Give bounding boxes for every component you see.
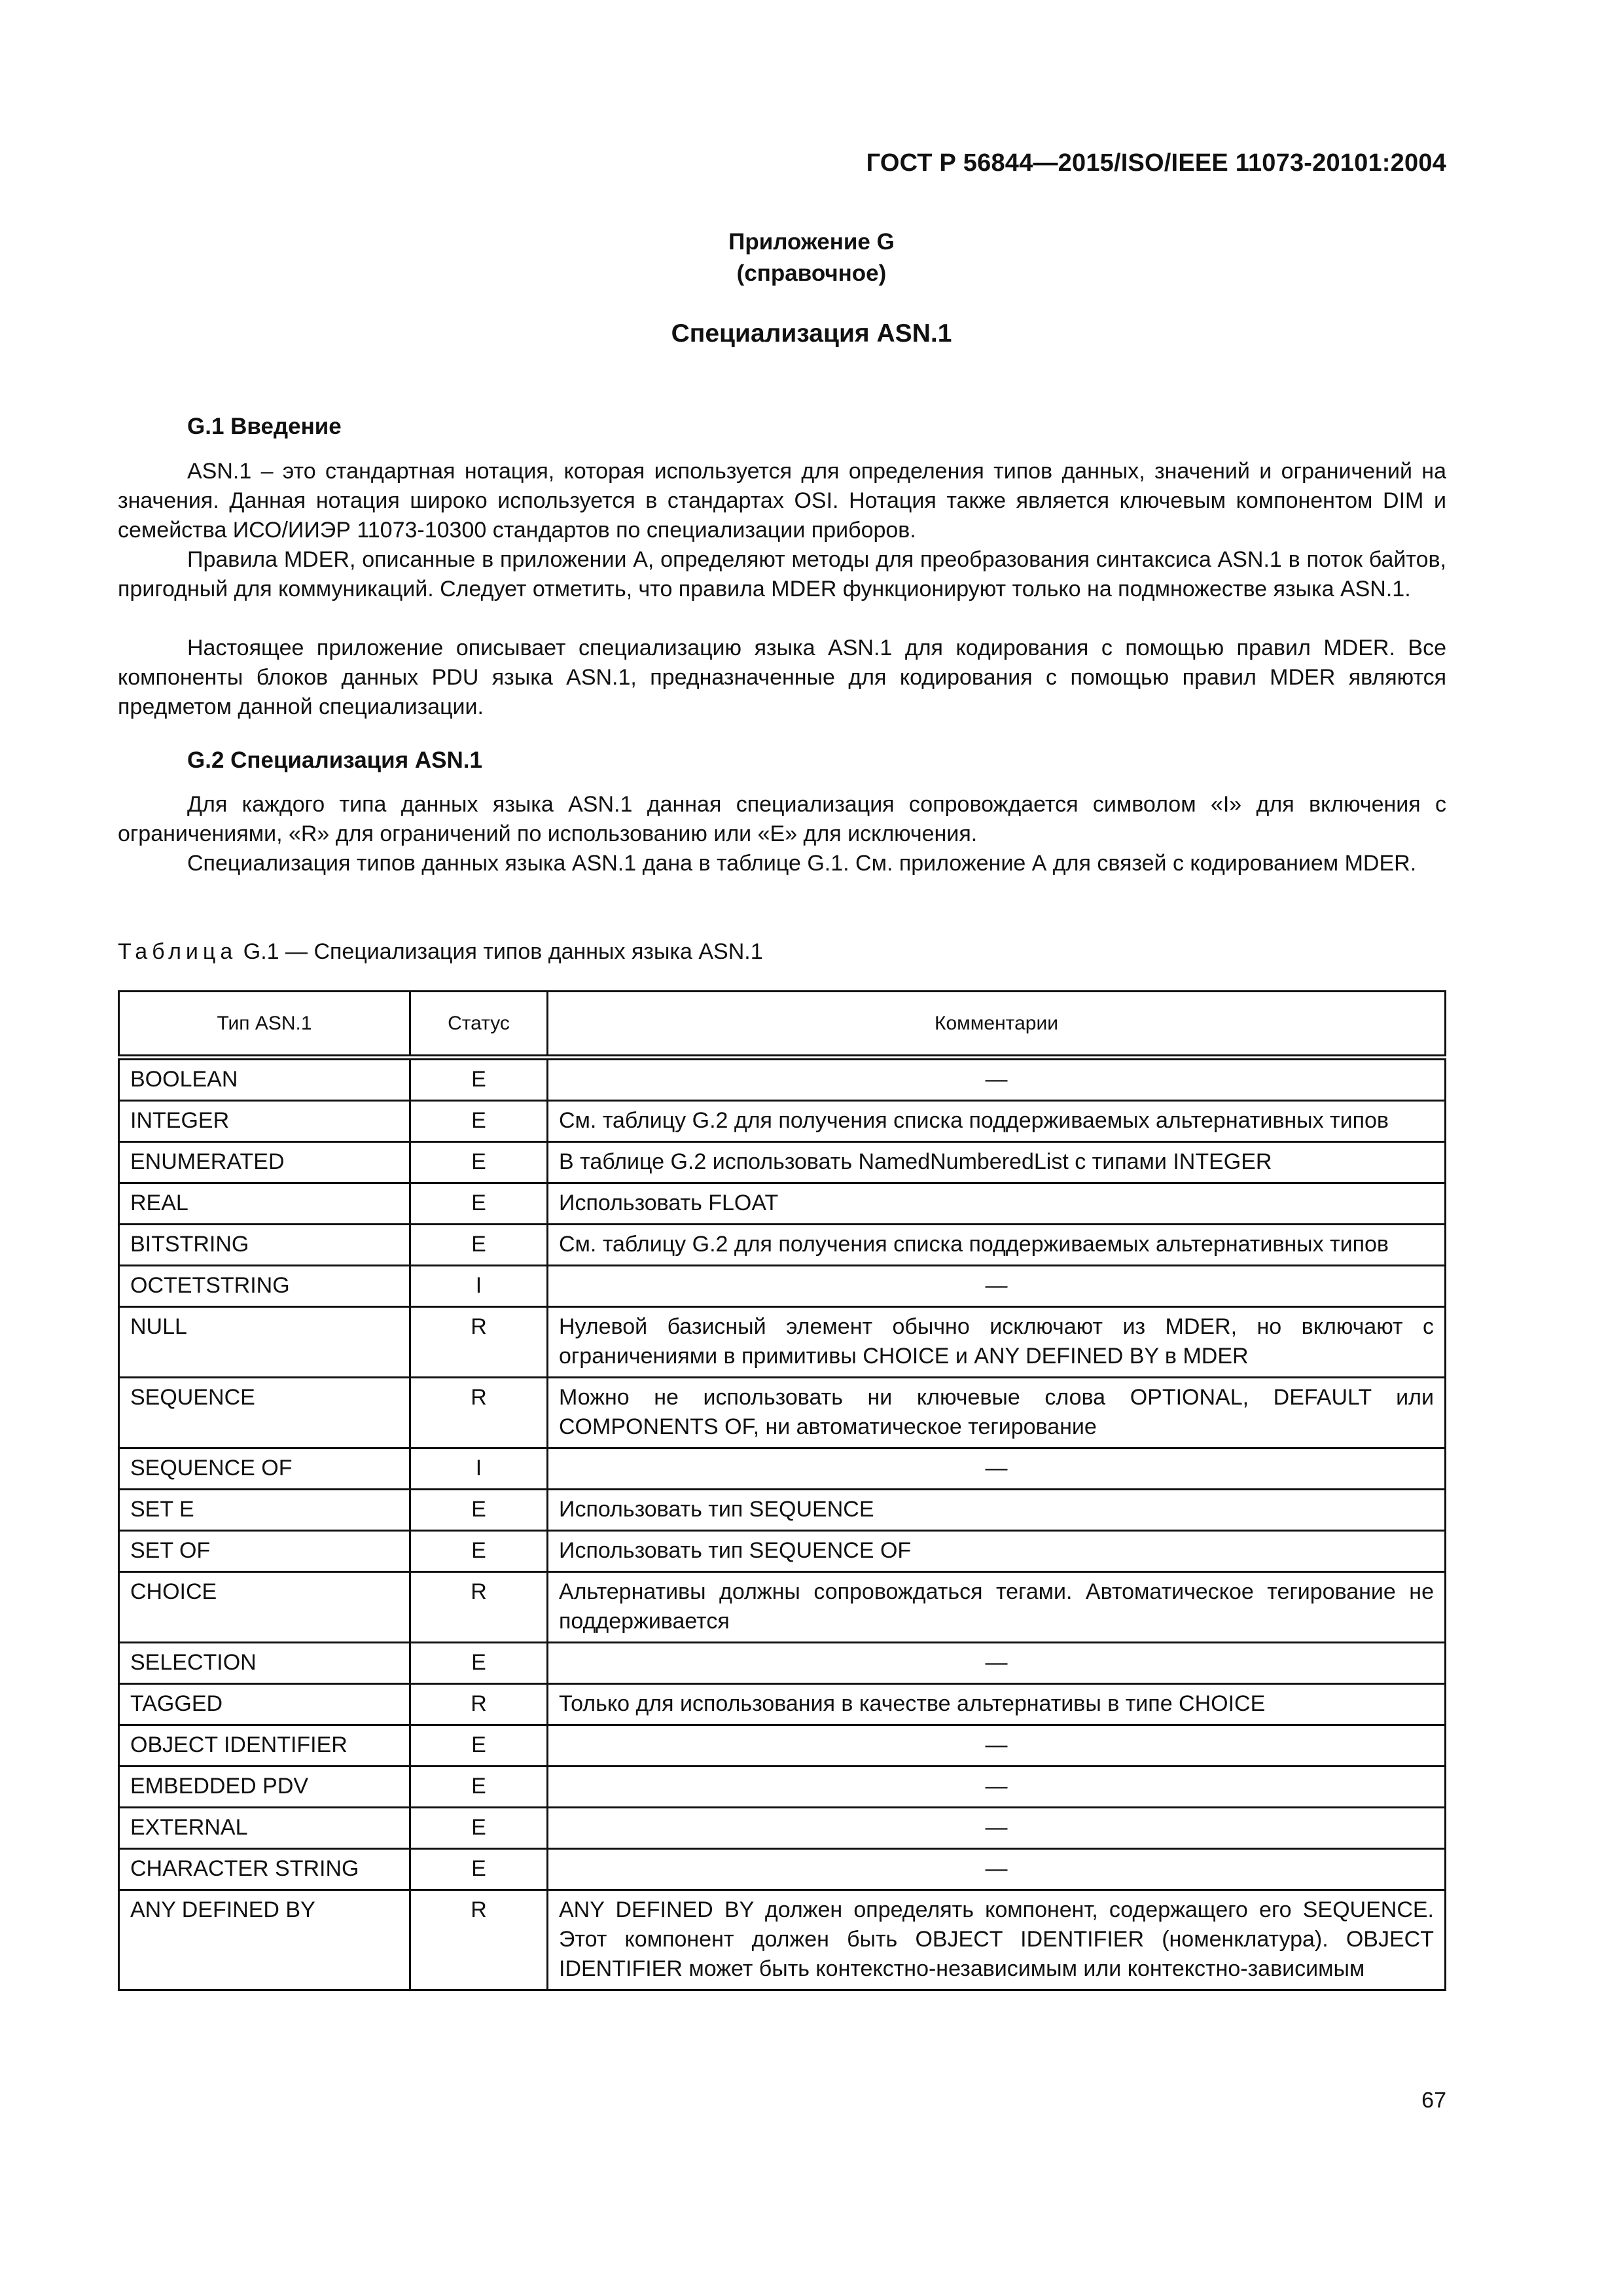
- cell-status: R: [410, 1307, 548, 1378]
- cell-type: CHARACTER STRING: [119, 1849, 410, 1890]
- paragraph: Настоящее приложение описывает специализацию языка ASN.1 для кодирования с помощью правил MDER. Все компоненты блоков данных PDU языка ASN.1, предназначенные для кодирования с помощью правил MDER являются предметом данной специализации.: [118, 636, 1446, 719]
- table-row: [119, 1684, 1446, 1725]
- annex-label: Приложение G: [728, 229, 895, 255]
- cell-status: E: [410, 1490, 548, 1531]
- cell-type: BITSTRING: [119, 1225, 410, 1266]
- table-row: [119, 1378, 1446, 1448]
- table-row: [119, 1890, 1446, 1990]
- cell-status: I: [410, 1448, 548, 1490]
- header-status: Статус: [410, 992, 548, 1058]
- cell-type: CHOICE: [119, 1572, 410, 1643]
- table-row: [119, 1225, 1446, 1266]
- table-row: [119, 1266, 1446, 1307]
- cell-type: SET OF: [119, 1531, 410, 1572]
- cell-status: R: [410, 1572, 548, 1643]
- table-row: [119, 1101, 1446, 1142]
- cell-comment: —: [548, 1767, 1446, 1808]
- cell-status: I: [410, 1266, 548, 1307]
- annex-type: (справочное): [736, 260, 887, 286]
- section-heading-g2: G.2 Специализация ASN.1: [187, 747, 482, 773]
- cell-status: R: [410, 1684, 548, 1725]
- section-heading-g1: G.1 Введение: [187, 414, 342, 439]
- table-row: [119, 1490, 1446, 1531]
- cell-comment: —: [548, 1808, 1446, 1849]
- cell-comment: —: [548, 1266, 1446, 1307]
- paragraph: ASN.1 – это стандартная нотация, которая используется для определения типов данных, значений и ограничений на значения. Данная нотация широко используется в стандартах OSI. Нотация также является ключевым компонентом DIM и семейства ИСО/ИИЭР 11073-10300 стандартов по специализации приборов.: [118, 459, 1446, 543]
- cell-comment: Использовать тип SEQUENCE OF: [548, 1531, 1446, 1572]
- cell-status: E: [410, 1767, 548, 1808]
- cell-type: TAGGED: [119, 1684, 410, 1725]
- table-row: [119, 1849, 1446, 1890]
- cell-comment: Только для использования в качестве альтернативы в типе CHOICE: [548, 1684, 1446, 1725]
- cell-comment: —: [548, 1448, 1446, 1490]
- cell-comment: —: [548, 1725, 1446, 1767]
- annex-title: Специализация ASN.1: [671, 319, 952, 348]
- table-row: [119, 1142, 1446, 1183]
- table-row: [119, 1808, 1446, 1849]
- cell-type: SET E: [119, 1490, 410, 1531]
- table-row: [119, 1767, 1446, 1808]
- cell-comment: Использовать FLOAT: [548, 1183, 1446, 1225]
- paragraph: Правила MDER, описанные в приложении А, определяют методы для преобразования синтаксиса ASN.1 в поток байтов, пригодный для коммуникаций. Следует отметить, что правила MDER функционируют только на подмножестве языка ASN.1.: [118, 547, 1446, 601]
- cell-comment: Использовать тип SEQUENCE: [548, 1490, 1446, 1531]
- cell-status: E: [410, 1183, 548, 1225]
- cell-type: EXTERNAL: [119, 1808, 410, 1849]
- cell-comment: ANY DEFINED BY должен определять компонент, содержащего его SEQUENCE. Этот компонент должен быть OBJECT IDENTIFIER (номенклатура). OBJECT IDENTIFIER может быть контекстно-независимым или контекстно-зависимым: [548, 1890, 1446, 1990]
- paragraph: Для каждого типа данных языка ASN.1 данная специализация сопровождается символом «I» для включения с ограничениями, «R» для ограничений по использованию или «Е» для исключения.: [118, 792, 1446, 846]
- cell-type: BOOLEAN: [119, 1058, 410, 1101]
- cell-status: E: [410, 1643, 548, 1684]
- table-caption-title: G.1 — Специализация типов данных языка ASN.1: [243, 939, 763, 964]
- cell-comment: См. таблицу G.2 для получения списка поддерживаемых альтернативных типов: [548, 1225, 1446, 1266]
- cell-comment: См. таблицу G.2 для получения списка поддерживаемых альтернативных типов: [548, 1101, 1446, 1142]
- table-caption: [118, 939, 763, 965]
- cell-type: REAL: [119, 1183, 410, 1225]
- cell-type: OBJECT IDENTIFIER: [119, 1725, 410, 1767]
- table-row: [119, 1183, 1446, 1225]
- table-header-row: [119, 992, 1446, 1058]
- table-caption-prefix: Таблица: [118, 939, 238, 964]
- table-row: [119, 1643, 1446, 1684]
- cell-status: E: [410, 1849, 548, 1890]
- table-row: [119, 1725, 1446, 1767]
- cell-comment: —: [548, 1058, 1446, 1101]
- cell-status: E: [410, 1725, 548, 1767]
- paragraph: Специализация типов данных языка ASN.1 дана в таблице G.1. См. приложение А для связей с кодированием MDER.: [187, 851, 1417, 876]
- cell-comment: Можно не использовать ни ключевые слова OPTIONAL, DEFAULT или COMPONENTS OF, ни автоматическое тегирование: [548, 1378, 1446, 1448]
- header-comment: Комментарии: [548, 992, 1446, 1058]
- cell-comment: В таблице G.2 использовать NamedNumberedList с типами INTEGER: [548, 1142, 1446, 1183]
- table-body: [119, 1058, 1446, 1990]
- cell-status: R: [410, 1378, 548, 1448]
- page-number: 67: [1421, 2088, 1446, 2113]
- cell-comment: Альтернативы должны сопровождаться тегами. Автоматическое тегирование не поддерживается: [548, 1572, 1446, 1643]
- table-row: [119, 1058, 1446, 1101]
- cell-type: ENUMERATED: [119, 1142, 410, 1183]
- cell-status: E: [410, 1808, 548, 1849]
- table-row: [119, 1531, 1446, 1572]
- cell-status: E: [410, 1531, 548, 1572]
- cell-status: E: [410, 1225, 548, 1266]
- cell-comment: Нулевой базисный элемент обычно исключают из MDER, но включают с ограничениями в примитивы CHOICE и ANY DEFINED BY в MDER: [548, 1307, 1446, 1378]
- cell-type: OCTETSTRING: [119, 1266, 410, 1307]
- table-row: [119, 1448, 1446, 1490]
- header-type: Тип ASN.1: [119, 992, 410, 1058]
- standard-code: ГОСТ Р 56844—2015/ISO/IEEE 11073-20101:2004: [866, 149, 1446, 177]
- cell-type: SEQUENCE: [119, 1378, 410, 1448]
- cell-type: ANY DEFINED BY: [119, 1890, 410, 1990]
- table-row: [119, 1307, 1446, 1378]
- asn1-specialization-table: [118, 990, 1446, 1991]
- table-row: [119, 1572, 1446, 1643]
- cell-status: E: [410, 1101, 548, 1142]
- cell-type: INTEGER: [119, 1101, 410, 1142]
- cell-comment: —: [548, 1849, 1446, 1890]
- cell-status: R: [410, 1890, 548, 1990]
- cell-status: E: [410, 1142, 548, 1183]
- cell-status: E: [410, 1058, 548, 1101]
- cell-type: SELECTION: [119, 1643, 410, 1684]
- cell-type: SEQUENCE OF: [119, 1448, 410, 1490]
- cell-type: EMBEDDED PDV: [119, 1767, 410, 1808]
- cell-comment: —: [548, 1643, 1446, 1684]
- cell-type: NULL: [119, 1307, 410, 1378]
